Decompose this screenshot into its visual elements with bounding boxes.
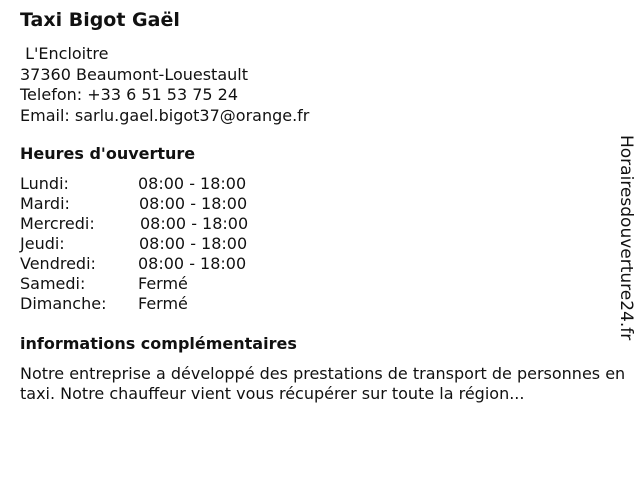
hours-value: Fermé [138, 274, 188, 293]
address-street: L'Encloitre [20, 44, 109, 63]
hours-value: 08:00 - 18:00 [139, 194, 248, 213]
business-description: Notre entreprise a développé des prestations de transport de personnes en taxi. Notre chauffeur vient vous récupérer sur toute la région... [20, 364, 626, 403]
day-label: Mardi: [20, 194, 70, 213]
hours-value: 08:00 - 18:00 [139, 234, 248, 253]
day-label: Dimanche: [20, 294, 107, 313]
hours-value: 08:00 - 18:00 [138, 174, 247, 193]
contact-block [20, 44, 309, 126]
day-label: Samedi: [20, 274, 86, 293]
day-label: Lundi: [20, 174, 69, 193]
business-name: Taxi Bigot Gaël [20, 9, 180, 31]
hours-value: Fermé [138, 294, 188, 313]
address-city: 37360 Beaumont-Louestault [20, 64, 248, 84]
day-label: Mercredi: [20, 214, 95, 233]
day-label: Vendredi: [20, 254, 96, 273]
hours-heading: Heures d'ouverture [20, 144, 196, 163]
day-label: Jeudi: [20, 234, 65, 253]
hours-value: 08:00 - 18:00 [140, 214, 249, 233]
phone-line: Telefon: +33 6 51 53 75 24 [20, 85, 239, 104]
site-watermark: Horairesdouverture24.fr [616, 135, 636, 341]
email-line: Email: sarlu.gael.bigot37@orange.fr [20, 105, 310, 125]
info-heading: informations complémentaires [20, 334, 297, 353]
hours-value: 08:00 - 18:00 [138, 254, 247, 273]
